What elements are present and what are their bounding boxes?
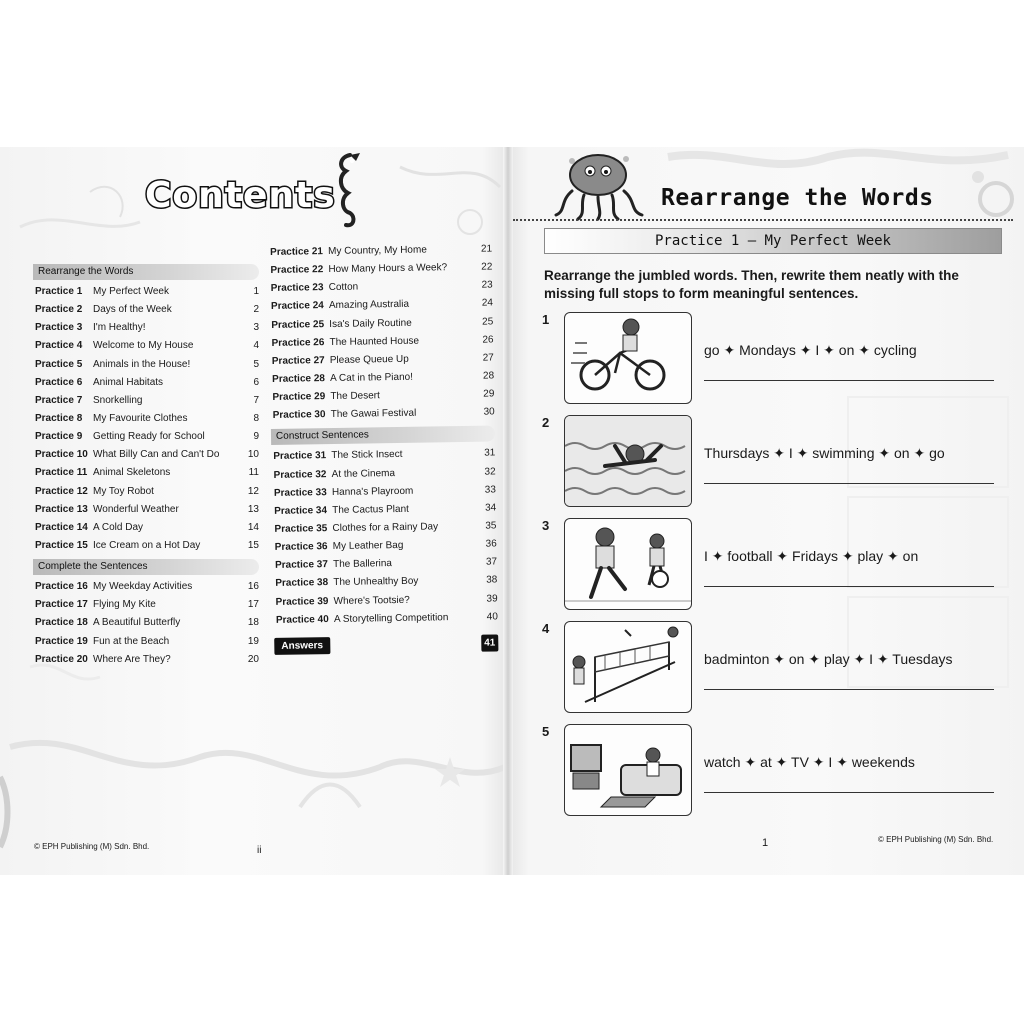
section-heading-complete: Complete the Sentences bbox=[33, 559, 259, 575]
practice-title: My Favourite Clothes bbox=[93, 412, 188, 424]
practice-title: At the Cinema bbox=[331, 467, 396, 480]
instructions-text: Rearrange the jumbled words. Then, rewrite them neatly with the missing full stops to form meaningful sentences. bbox=[544, 268, 959, 301]
question-number: 5 bbox=[542, 724, 550, 739]
practice-page-number: 11 bbox=[248, 467, 259, 479]
contents-entry[interactable] bbox=[33, 501, 259, 519]
practice-title: How Many Hours a Week? bbox=[328, 262, 448, 276]
practice-title: Where Are They? bbox=[93, 653, 171, 665]
practice-label: Practice 29 bbox=[272, 391, 326, 404]
practice-label: Practice 12 bbox=[35, 485, 88, 497]
practice-page-number: 15 bbox=[247, 539, 259, 551]
contents-entry[interactable] bbox=[33, 446, 259, 464]
practice-title: A Cold Day bbox=[93, 521, 144, 533]
practice-page-number: 17 bbox=[247, 599, 259, 611]
question-number: 2 bbox=[542, 415, 550, 430]
practice-page-number: 34 bbox=[484, 502, 497, 514]
answer-line[interactable] bbox=[704, 689, 994, 690]
practice-label: Practice 34 bbox=[274, 504, 328, 517]
answers-page-number: 41 bbox=[481, 634, 498, 651]
answers-row[interactable] bbox=[274, 632, 498, 658]
question-item bbox=[538, 312, 1008, 407]
practice-page-number: 20 bbox=[247, 653, 259, 665]
practice-label: Practice 14 bbox=[35, 521, 88, 533]
practice-label: Practice 10 bbox=[35, 449, 88, 461]
question-item bbox=[538, 724, 1008, 819]
practice-title: My Perfect Week bbox=[93, 286, 169, 297]
jumbled-words: go ✦ Mondays ✦ I ✦ on ✦ cycling bbox=[704, 342, 917, 358]
practice-title: Animal Skeletons bbox=[93, 467, 171, 479]
question-item bbox=[538, 621, 1008, 716]
practice-page-number: 16 bbox=[247, 581, 259, 593]
practice-label: Practice 28 bbox=[272, 373, 326, 385]
practice-title: Animal Habitats bbox=[93, 376, 164, 388]
contents-column-right bbox=[268, 240, 498, 657]
practice-page-number: 3 bbox=[253, 322, 259, 334]
practice-title: A Cat in the Piano! bbox=[330, 371, 414, 385]
practice-label: Practice 40 bbox=[275, 613, 329, 626]
contents-entry[interactable] bbox=[33, 428, 259, 446]
practice-page-number: 9 bbox=[253, 431, 259, 443]
practice-label: Practice 35 bbox=[274, 523, 328, 535]
contents-title: Contents bbox=[145, 175, 336, 216]
contents-entry[interactable] bbox=[33, 301, 259, 319]
practice-label: Practice 19 bbox=[35, 635, 88, 647]
practice-label: Practice 38 bbox=[275, 577, 329, 590]
practice-label: Practice 23 bbox=[270, 282, 324, 295]
practice-label: Practice 37 bbox=[274, 559, 328, 572]
practice-page-number: 40 bbox=[486, 611, 498, 623]
practice-page-number: 21 bbox=[480, 243, 493, 255]
copyright-footer-right: © EPH Publishing (M) Sdn. Bhd. bbox=[878, 835, 994, 844]
jumbled-words: I ✦ football ✦ Fridays ✦ play ✦ on bbox=[704, 548, 919, 564]
practice-page-number: 6 bbox=[253, 376, 259, 388]
question-item bbox=[538, 518, 1008, 613]
practice-title: My Leather Bag bbox=[332, 540, 404, 553]
practice-page-number: 8 bbox=[253, 412, 259, 424]
contents-entry[interactable] bbox=[33, 596, 259, 614]
practice-page-number: 29 bbox=[483, 388, 495, 400]
section-heading-construct: Construct Sentences bbox=[271, 426, 495, 446]
practice-label: Practice 21 bbox=[270, 246, 324, 258]
practice-label: Practice 18 bbox=[35, 617, 88, 629]
practice-banner: Practice 1 – My Perfect Week bbox=[544, 228, 1002, 254]
practice-title: My Country, My Home bbox=[328, 244, 427, 258]
dotted-divider bbox=[513, 219, 1013, 221]
practice-title: Amazing Australia bbox=[328, 299, 410, 312]
contents-entry[interactable] bbox=[33, 633, 259, 651]
worksheet-page bbox=[508, 147, 1024, 875]
jumbled-words: badminton ✦ on ✦ play ✦ I ✦ Tuesdays bbox=[704, 651, 953, 667]
practice-title: Where's Tootsie? bbox=[333, 594, 410, 607]
practice-label: Practice 8 bbox=[35, 412, 83, 424]
contents-column-left bbox=[33, 262, 259, 669]
practice-label: Practice 11 bbox=[35, 467, 88, 479]
practice-page-number: 7 bbox=[253, 394, 259, 406]
practice-page-number: 24 bbox=[481, 297, 494, 310]
seahorse-icon bbox=[332, 151, 366, 231]
boys-playing-football-picture bbox=[564, 518, 692, 610]
contents-entry[interactable] bbox=[33, 319, 259, 337]
practice-page-number: 27 bbox=[482, 352, 494, 364]
practice-page-number: 37 bbox=[485, 556, 498, 568]
contents-entry[interactable] bbox=[33, 519, 259, 537]
practice-title: Getting Ready for School bbox=[93, 431, 205, 443]
practice-label: Practice 26 bbox=[271, 336, 325, 349]
practice-label: Practice 31 bbox=[273, 450, 327, 463]
practice-label: Practice 27 bbox=[271, 354, 325, 367]
answers-label[interactable]: Answers bbox=[274, 637, 330, 655]
contents-entry[interactable] bbox=[33, 464, 259, 482]
practice-page-number: 18 bbox=[247, 617, 259, 629]
practice-page-number: 10 bbox=[247, 449, 259, 461]
practice-label: Practice 32 bbox=[273, 468, 327, 481]
practice-label: Practice 17 bbox=[35, 599, 88, 611]
practice-title: My Toy Robot bbox=[93, 485, 154, 497]
question-number: 4 bbox=[542, 621, 550, 636]
practice-title: Flying My Kite bbox=[93, 599, 156, 611]
worksheet-title: Rearrange the Words bbox=[661, 185, 934, 211]
practice-page-number: 14 bbox=[247, 521, 259, 533]
contents-entry[interactable] bbox=[33, 483, 259, 501]
practice-label: Practice 15 bbox=[35, 539, 88, 551]
practice-title: My Weekday Activities bbox=[93, 581, 193, 593]
practice-title: The Unhealthy Boy bbox=[333, 576, 419, 589]
practice-title: Days of the Week bbox=[93, 304, 172, 316]
practice-title: Wonderful Weather bbox=[93, 503, 179, 515]
practice-title: The Gawai Festival bbox=[330, 407, 417, 421]
practice-title: What Billy Can and Can't Do bbox=[93, 449, 220, 461]
contents-entry[interactable] bbox=[33, 614, 259, 632]
practice-title: A Storytelling Competition bbox=[333, 611, 449, 625]
practice-page-number: 30 bbox=[483, 406, 495, 418]
practice-title: The Stick Insect bbox=[331, 449, 403, 462]
book-gutter bbox=[503, 147, 513, 875]
practice-label: Practice 33 bbox=[273, 486, 327, 499]
practice-label: Practice 7 bbox=[35, 394, 83, 406]
practice-label: Practice 30 bbox=[272, 409, 326, 422]
contents-entry[interactable] bbox=[33, 410, 259, 428]
practice-title: Snorkelling bbox=[93, 394, 143, 406]
practice-title: Ice Cream on a Hot Day bbox=[93, 539, 201, 551]
practice-label: Practice 4 bbox=[35, 340, 83, 352]
boy-cycling-picture bbox=[564, 312, 692, 404]
page-number-right: 1 bbox=[762, 837, 769, 849]
practice-label: Practice 39 bbox=[275, 595, 329, 608]
practice-title: Hanna's Playroom bbox=[331, 485, 414, 498]
practice-title: Cotton bbox=[328, 281, 359, 294]
practice-page-number: 36 bbox=[485, 538, 497, 550]
question-item bbox=[538, 415, 1008, 510]
practice-page-number: 19 bbox=[247, 635, 259, 647]
question-number: 3 bbox=[542, 518, 550, 533]
practice-label: Practice 22 bbox=[270, 264, 324, 277]
contents-entry[interactable] bbox=[33, 356, 259, 374]
practice-label: Practice 16 bbox=[35, 581, 88, 593]
jellyfish-icon bbox=[550, 151, 650, 221]
practice-page-number: 22 bbox=[481, 261, 493, 273]
page-number-left: ii bbox=[257, 845, 262, 856]
practice-title: Isa's Daily Routine bbox=[329, 317, 412, 330]
copyright-footer-left: © EPH Publishing (M) Sdn. Bhd. bbox=[34, 842, 150, 851]
practice-label: Practice 20 bbox=[35, 653, 88, 665]
practice-page-number: 31 bbox=[484, 447, 496, 460]
practice-page-number: 5 bbox=[253, 358, 259, 370]
practice-title: Animals in the House! bbox=[93, 358, 191, 370]
kids-playing-badminton-picture bbox=[564, 621, 692, 713]
workbook-spread bbox=[0, 147, 1024, 875]
practice-title: The Haunted House bbox=[329, 335, 420, 348]
answer-line[interactable] bbox=[704, 586, 994, 587]
practice-label: Practice 13 bbox=[35, 503, 88, 515]
contents-entry[interactable] bbox=[33, 337, 259, 355]
practice-page-number: 28 bbox=[482, 370, 495, 382]
practice-page-number: 26 bbox=[482, 334, 494, 346]
practice-label: Practice 2 bbox=[35, 304, 83, 316]
practice-page-number: 13 bbox=[247, 503, 259, 515]
practice-label: Practice 36 bbox=[274, 541, 328, 554]
practice-page-number: 25 bbox=[482, 316, 494, 328]
practice-page-number: 35 bbox=[485, 520, 497, 532]
contents-page bbox=[0, 147, 508, 875]
practice-page-number: 2 bbox=[253, 304, 259, 316]
contents-entry[interactable] bbox=[33, 283, 259, 301]
practice-label: Practice 25 bbox=[271, 318, 325, 331]
practice-title: Fun at the Beach bbox=[93, 635, 170, 647]
boy-swimming-picture bbox=[564, 415, 692, 507]
practice-page-number: 4 bbox=[253, 340, 259, 352]
contents-entry[interactable] bbox=[274, 608, 498, 630]
contents-entry[interactable] bbox=[33, 374, 259, 392]
practice-title: Please Queue Up bbox=[329, 353, 409, 366]
contents-entry[interactable] bbox=[33, 651, 259, 669]
practice-title: A Beautiful Butterfly bbox=[93, 617, 181, 629]
practice-page-number: 1 bbox=[253, 286, 259, 297]
practice-page-number: 32 bbox=[484, 466, 496, 478]
answer-line[interactable] bbox=[704, 380, 994, 381]
practice-page-number: 33 bbox=[484, 484, 496, 496]
section-heading-rearrange: Rearrange the Words bbox=[33, 264, 259, 280]
practice-title: I'm Healthy! bbox=[93, 322, 146, 334]
contents-entry[interactable] bbox=[271, 404, 495, 426]
practice-title: The Desert bbox=[330, 390, 380, 403]
practice-label: Practice 1 bbox=[35, 286, 83, 297]
jumbled-words: Thursdays ✦ I ✦ swimming ✦ on ✦ go bbox=[704, 445, 945, 461]
practice-label: Practice 3 bbox=[35, 322, 83, 334]
practice-page-number: 38 bbox=[486, 574, 498, 587]
practice-label: Practice 9 bbox=[35, 431, 83, 443]
practice-page-number: 12 bbox=[247, 485, 259, 497]
practice-title: The Ballerina bbox=[332, 558, 393, 571]
question-number: 1 bbox=[542, 312, 550, 327]
practice-title: The Cactus Plant bbox=[332, 503, 409, 516]
practice-title: Welcome to My House bbox=[93, 340, 194, 352]
practice-label: Practice 24 bbox=[270, 300, 324, 313]
practice-title: Clothes for a Rainy Day bbox=[332, 521, 439, 534]
practice-page-number: 23 bbox=[481, 279, 493, 291]
contents-entry[interactable] bbox=[33, 537, 259, 555]
practice-page-number: 39 bbox=[486, 592, 498, 605]
answer-line[interactable] bbox=[704, 792, 994, 793]
boy-watching-tv-picture bbox=[564, 724, 692, 816]
practice-label: Practice 5 bbox=[35, 358, 83, 370]
contents-entry[interactable] bbox=[33, 578, 259, 596]
answer-line[interactable] bbox=[704, 483, 994, 484]
contents-entry[interactable] bbox=[33, 392, 259, 410]
practice-label: Practice 6 bbox=[35, 376, 83, 388]
jumbled-words: watch ✦ at ✦ TV ✦ I ✦ weekends bbox=[704, 754, 915, 770]
